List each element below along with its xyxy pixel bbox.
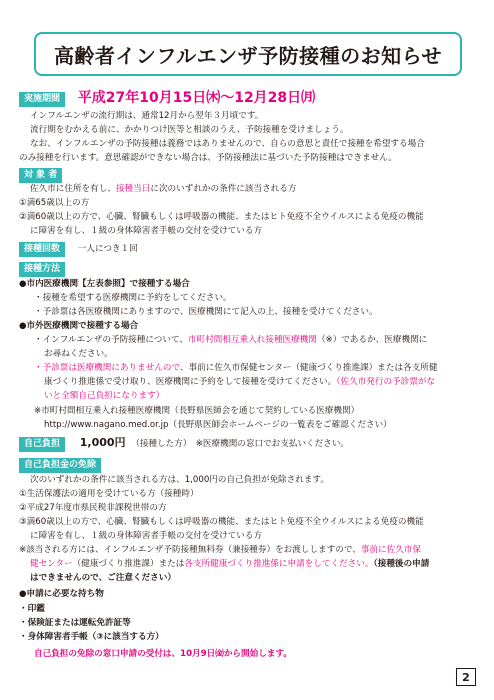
- in-city-item-2: ・予診票は各医療機関にありますので、医療機関にて記入の上、接種を受けてください。: [34, 307, 378, 317]
- note2-pink: 健センター: [30, 559, 73, 569]
- fee-amount: 1,000円: [79, 436, 126, 449]
- out1-pink: 市町村間相互乗入れ接種医療機関: [188, 335, 317, 345]
- period-value: 平成27年10月15日㈭〜12月28日㈪: [77, 90, 316, 106]
- target-label: 対 象 者: [19, 168, 62, 183]
- out1-post: （※）であるか、医療機関に: [316, 335, 428, 345]
- apply-item-1: ・印鑑: [19, 604, 45, 614]
- out2-mid: 、事前に佐久市保健センター（健康づくり推進課）または各支所健: [179, 363, 438, 373]
- fee-label: 自己負担: [19, 437, 65, 452]
- intro-line-3: なお、インフルエンザの予防接種は義務ではありませんので、自らの意思と責任で接種を希望する場合: [30, 139, 425, 149]
- exemption-note-line-2: [30, 558, 429, 572]
- out2-pink: ・予診票は医療機関にありませんので: [34, 363, 180, 373]
- note-pre: ※該当される方には、インフルエンザ予防接種無料券（兼接種券）をお渡ししますので、: [19, 545, 361, 555]
- exemption-item-3-cont: に障害を有し、１級の身体障害者手帳の交付を受けている方: [30, 531, 263, 541]
- period-row: [19, 92, 315, 107]
- exemption-label: 自己負担金の免除: [19, 458, 101, 473]
- exemption-note-line-3: はできませんので、ご注意ください）: [30, 573, 176, 583]
- method-note-2: http://www.nagano.med.or.jp（長野県医師会ホームページの一覧表をご確認ください）: [44, 420, 392, 430]
- target-label-row: [19, 168, 62, 183]
- period-label: 実施期間: [19, 92, 65, 107]
- exemption-label-row: [19, 458, 101, 473]
- count-label: 接種回数: [19, 242, 65, 257]
- method-label-row: [19, 262, 65, 277]
- intro-line-2: 流行期をむかえる前に、かかりつけ医等と相談のうえ、予防接種を受けましょう。: [30, 125, 349, 135]
- target-lead-pre: 佐久市に住所を有し、: [30, 184, 116, 194]
- in-city-item-1: ・接種を希望する医療機関に予約をしてください。: [34, 293, 232, 303]
- out-city-heading: ●市外医療機関で接種する場合: [19, 321, 139, 331]
- exemption-item-3: ③満60歳以上の方で、心臓、腎臓もしくは呼吸器の機能、またはヒト免疫不全ウイルスによる免疫の機能: [19, 517, 424, 527]
- apply-item-3: ・身体障害者手帳（③に該当する方）: [19, 632, 164, 642]
- note-pink-1: 事前に佐久市保: [360, 545, 422, 555]
- target-item-1: ①満65歳以上の方: [19, 198, 90, 208]
- out1-pre: ・インフルエンザの予防接種について、: [34, 335, 189, 345]
- exemption-footer: 自己負担の免除の窓口申請の受付は、10月9日㈮から開始します。: [34, 649, 292, 659]
- out-city-line-3: [34, 362, 437, 376]
- intro-line-1: インフルエンザの流行期は、通常12月から翌年３月頃です。: [30, 111, 264, 121]
- target-lead-pink: 接種当日: [115, 184, 151, 194]
- method-note-1: ※市町村間相互乗入れ接種医療機関（長野県医師会を通じて契約している医療機関）: [34, 406, 360, 416]
- in-city-heading: ●市内医療機関【左表参照】で接種する場合: [19, 279, 190, 289]
- count-row: [19, 242, 138, 257]
- page-title: 高齢者インフルエンザ予防接種のお知らせ: [53, 43, 443, 68]
- page-number: 2: [456, 668, 476, 686]
- note2-bold: （接種後の申請: [373, 559, 430, 569]
- target-item-2-cont: に障害を有し、１級の身体障害者手帳の交付を受けている方: [30, 226, 263, 236]
- title-box: [34, 32, 462, 76]
- exemption-item-2: ②平成27年度市県民税非課税世帯の方: [19, 503, 167, 513]
- exemption-item-1: ①生活保護法の適用を受けている方（接種時）: [19, 489, 199, 499]
- count-value: 一人につき１回: [77, 244, 138, 254]
- exemption-note-line-1: [19, 544, 421, 558]
- out-city-line-4: [44, 376, 435, 390]
- apply-heading: ●申請に必要な持ち物: [19, 589, 104, 599]
- exemption-lead: 次のいずれかの条件に該当される方は、1,000円の自己負担が免除されます。: [30, 475, 329, 485]
- out-city-line-5: いと全額自己負担になります）: [44, 391, 165, 401]
- target-item-2: ②満60歳以上の方で、心臓、腎臓もしくは呼吸器の機能、またはヒト免疫不全ウイルスによる免疫の機能: [19, 212, 424, 222]
- fee-detail: （接種した方） ※医療機関の窓口でお支払いください。: [131, 439, 350, 449]
- apply-item-2: ・保険証または運転免許証等: [19, 618, 131, 628]
- target-lead: [30, 183, 296, 197]
- out-city-line-2: お尋ねください。: [44, 349, 113, 359]
- note2-black: （健康づくり推進課）または: [72, 559, 185, 569]
- fee-row: [19, 436, 349, 452]
- target-lead-post: に次のいずれかの条件に該当される方: [150, 184, 297, 194]
- out3-pink: （佐久市発行の予診票がな: [336, 377, 436, 387]
- note2-pink-2: 各支所健康づくり推進係に申請をしてください。: [184, 559, 374, 569]
- method-label: 接種方法: [19, 262, 65, 277]
- out-city-line-1: [34, 334, 427, 348]
- out3-black: 康づくり推進係で受け取り、医療機関に予約をして接種を受けてください。: [44, 377, 337, 387]
- intro-line-4: のみ接種を行います。意思確認ができない場合は、予防接種法に基づいた予防接種はできません。: [19, 153, 397, 163]
